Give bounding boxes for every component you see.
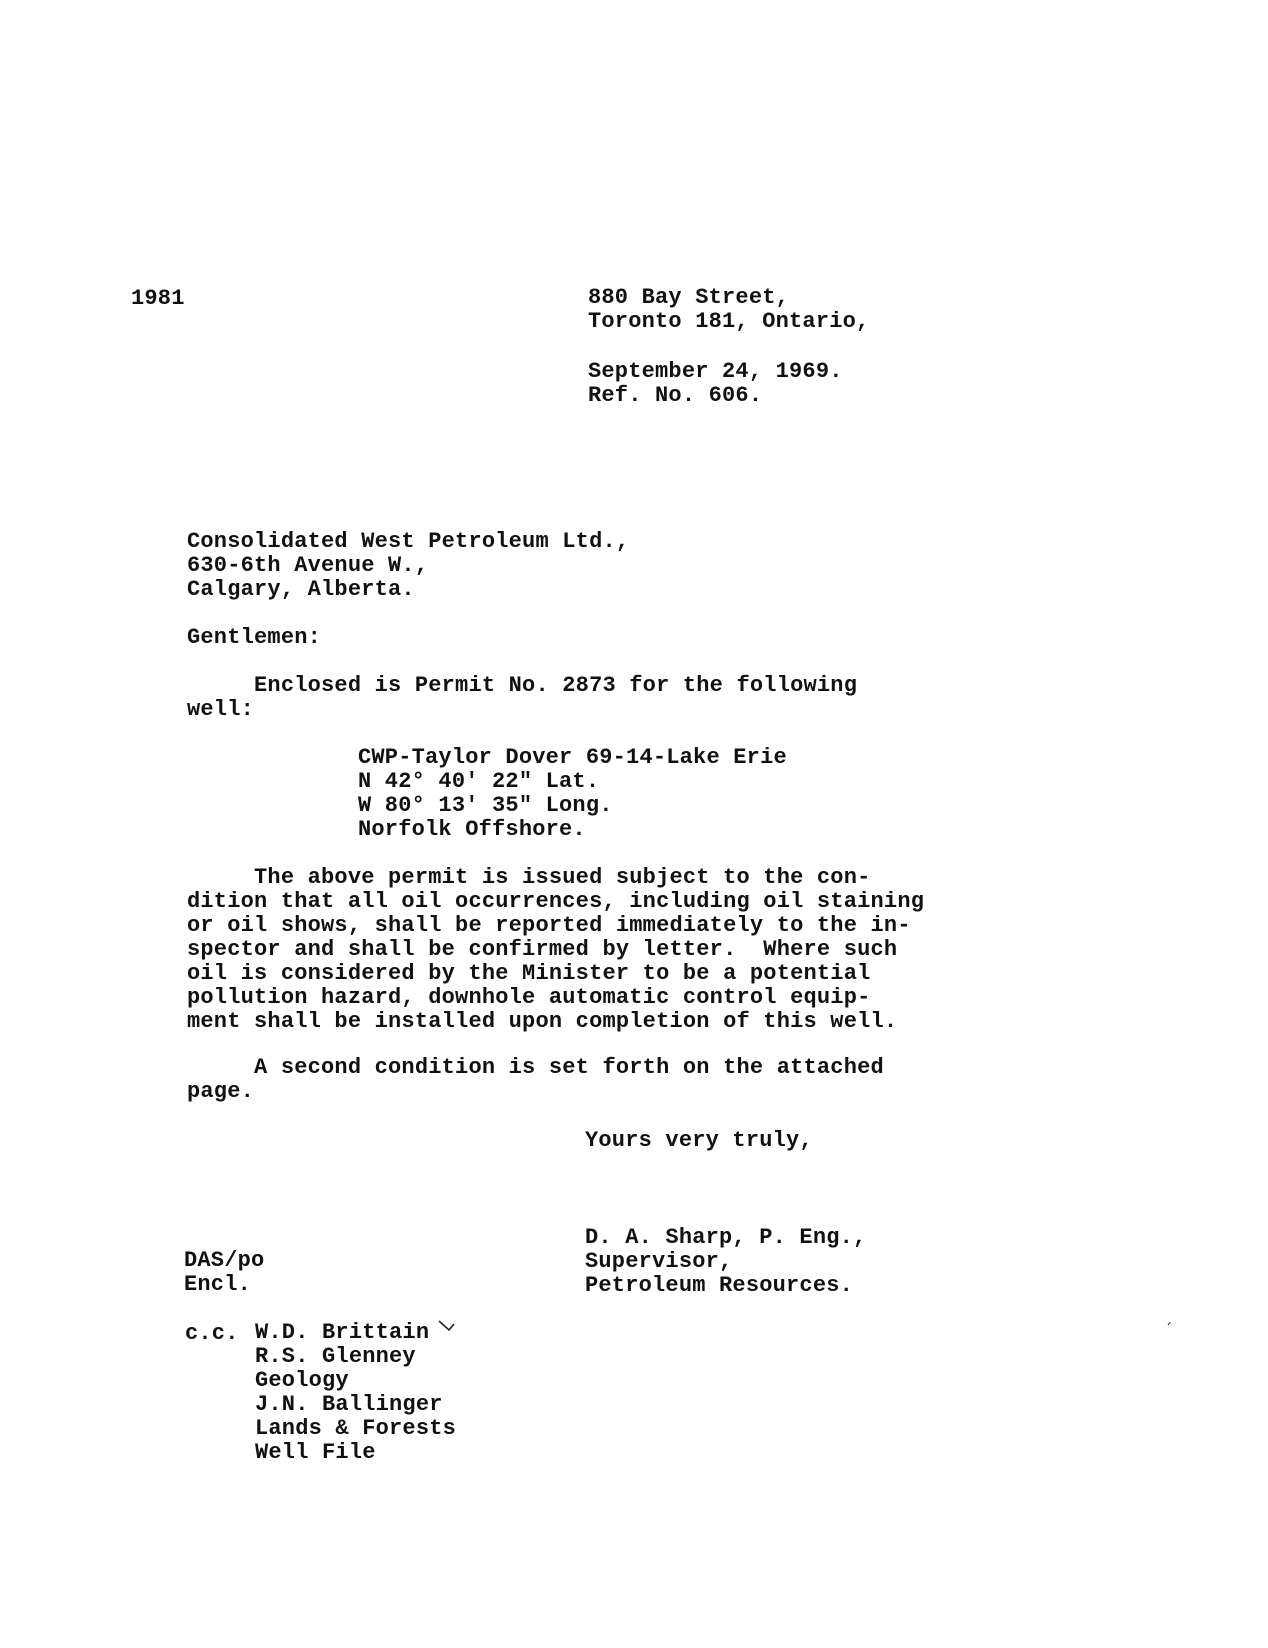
salutation: Gentlemen: (187, 625, 322, 650)
typist-initials: DAS/po (184, 1248, 265, 1273)
signatory-name: D. A. Sharp, P. Eng., (585, 1225, 867, 1250)
signatory-department: Petroleum Resources. (585, 1273, 854, 1298)
paragraph-line: The above permit is issued subject to the con- (187, 865, 871, 890)
signatory-title: Supervisor, (585, 1249, 733, 1274)
intro-paragraph (187, 674, 857, 722)
second-condition-paragraph (187, 1056, 884, 1104)
enclosure-note: Encl. (184, 1272, 252, 1297)
paragraph-line: spector and shall be confirmed by letter. Where such (187, 937, 898, 962)
cc-recipient: Well File (255, 1440, 376, 1465)
paragraph-line: ment shall be installed upon completion of this well. (187, 1009, 898, 1034)
paragraph-line: oil is considered by the Minister to be a potential (187, 961, 871, 986)
file-number: 1981 (131, 286, 185, 311)
reference-number: Ref. No. 606. (588, 383, 763, 408)
cc-recipient: J.N. Ballinger (255, 1392, 443, 1417)
initials-block (184, 1249, 264, 1297)
check-mark-icon (437, 1318, 457, 1336)
address-line: Toronto 181, Ontario, (588, 309, 870, 334)
paragraph-line: A second condition is set forth on the attached (187, 1055, 884, 1080)
paragraph-line: well: (187, 697, 255, 722)
paragraph-line: page. (187, 1079, 255, 1104)
well-name: CWP-Taylor Dover 69-14-Lake Erie (358, 745, 787, 770)
recipient-line: Calgary, Alberta. (187, 577, 415, 602)
cc-label: c.c. (185, 1321, 239, 1346)
date-block (588, 360, 843, 408)
cc-recipient: Lands & Forests (255, 1416, 457, 1441)
paragraph-line: pollution hazard, downhole automatic control equip- (187, 985, 871, 1010)
recipient-line: 630-6th Avenue W., (187, 553, 429, 578)
paragraph-line: Enclosed is Permit No. 2873 for the following (187, 673, 858, 698)
well-latitude: N 42° 40' 22" Lat. (358, 769, 600, 794)
paragraph-line: dition that all oil occurrences, including oil staining (187, 889, 925, 914)
sender-address (588, 286, 869, 334)
well-details (358, 746, 787, 842)
paragraph-line: or oil shows, shall be reported immediately to the in- (187, 913, 911, 938)
condition-paragraph (187, 866, 924, 1034)
recipient-address (187, 530, 629, 602)
address-line: 880 Bay Street, (588, 285, 790, 310)
cc-recipient: W.D. Brittain (255, 1320, 430, 1345)
signature-block (585, 1226, 866, 1298)
scan-speck: ˊ (1165, 1322, 1172, 1338)
cc-recipient: Geology (255, 1368, 349, 1393)
recipient-line: Consolidated West Petroleum Ltd., (187, 529, 630, 554)
well-location: Norfolk Offshore. (358, 817, 586, 842)
cc-recipient: R.S. Glenney (255, 1344, 416, 1369)
letter-date: September 24, 1969. (588, 359, 843, 384)
cc-list (255, 1321, 456, 1465)
closing: Yours very truly, (585, 1128, 813, 1153)
well-longitude: W 80° 13' 35" Long. (358, 793, 613, 818)
